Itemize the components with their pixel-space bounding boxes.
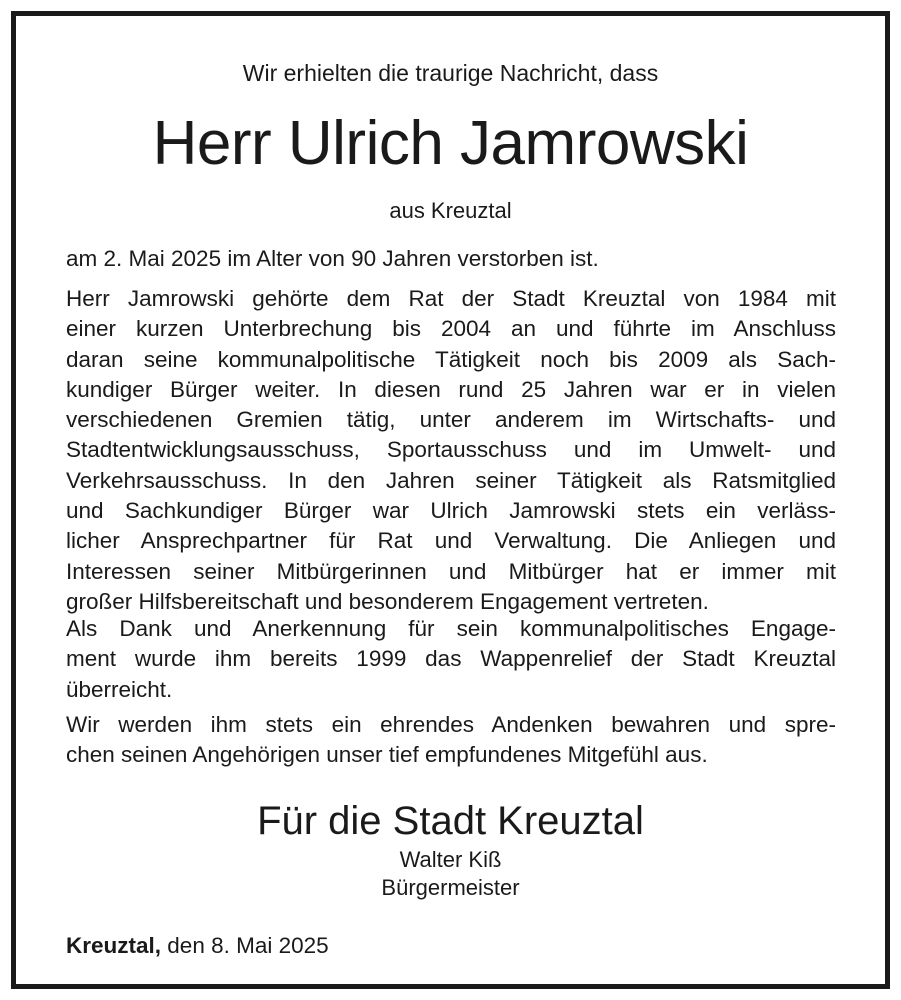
paragraph-biography <box>66 284 836 617</box>
text-line: einer kurzen Unterbrechung bis 2004 an und führte im Anschluss <box>66 316 836 342</box>
obituary-notice <box>11 11 890 989</box>
text-line: verschiedenen Gremien tätig, unter anderem im Wirtschafts- und <box>66 407 836 433</box>
date: den 8. Mai 2025 <box>167 933 329 958</box>
text-line: Stadtentwicklungsausschuss, Sportausschuss und im Umwelt- und <box>66 437 836 463</box>
signer-role: Bürgermeister <box>381 875 520 900</box>
text-line: Verkehrsausschuss. In den Jahren seiner Tätigkeit als Ratsmitglied <box>66 467 836 493</box>
text-line: Als Dank und Anerkennung für sein kommunalpolitisches Engage- <box>66 616 836 641</box>
intro-text: Wir erhielten die traurige Nachricht, dass <box>242 60 659 86</box>
text-line: chen seinen Angehörigen unser tief empfundenes Mitgefühl aus. <box>66 742 708 768</box>
text-line: Interessen seiner Mitbürgerinnen und Mitbürger hat er immer mit <box>66 558 836 584</box>
signature-organization: Für die Stadt Kreuztal <box>257 799 644 843</box>
paragraph-honor <box>66 614 836 705</box>
text-line: und Sachkundiger Bürger war Ulrich Jamrowski stets ein verläss- <box>66 498 836 524</box>
text-line: Wir werden ihm stets ein ehrendes Andenken bewahren und spre- <box>66 712 836 737</box>
paragraph-condolence <box>66 710 836 771</box>
text-line: überreicht. <box>66 676 173 702</box>
deceased-name: Herr Ulrich Jamrowski <box>152 109 749 178</box>
notice-content <box>16 16 885 984</box>
signer-name: Walter Kiß <box>399 847 502 872</box>
text-line: ment wurde ihm bereits 1999 das Wappenrelief der Stadt Kreuztal <box>66 646 836 672</box>
text-line: licher Ansprechpartner für Rat und Verwaltung. Die Anliegen und <box>66 528 836 554</box>
text-line: Herr Jamrowski gehörte dem Rat der Stadt Kreuztal von 1984 mit <box>66 286 836 311</box>
text-line: kundiger Bürger weiter. In diesen rund 25 Jahren war er in vielen <box>66 376 836 402</box>
text-line: am 2. Mai 2025 im Alter von 90 Jahren verstorben ist. <box>66 246 599 271</box>
paragraph-death-date <box>66 244 836 274</box>
place: Kreuztal, <box>66 933 162 958</box>
text-line: großer Hilfsbereitschaft und besonderem Engagement vertreten. <box>66 588 709 614</box>
place-date-line <box>66 931 329 961</box>
text-line: daran seine kommunalpolitische Tätigkeit noch bis 2009 als Sach- <box>66 346 836 372</box>
deceased-origin: aus Kreuztal <box>389 198 512 223</box>
